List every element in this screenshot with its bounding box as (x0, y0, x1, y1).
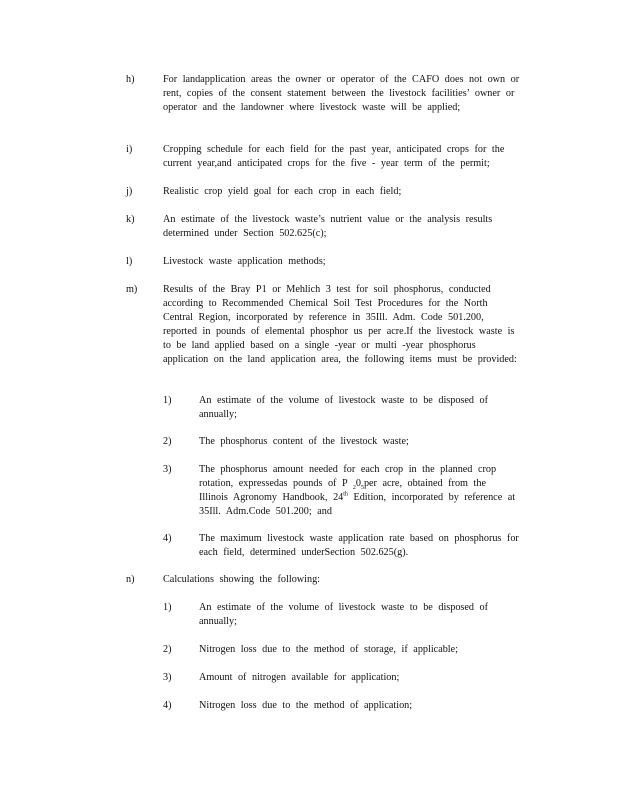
subitem-text-part: Edition, incorporated by reference at 35Ill. Adm.Code 501.200; and (199, 492, 516, 517)
m-subitem-1 (163, 394, 523, 422)
list-item-k (126, 213, 526, 241)
subscript: 2 (352, 485, 356, 492)
superscript: th (343, 491, 348, 498)
subitem-text-part: The phosphorus amount needed for each crop in the planned crop rotation, expressedas pounds of P (199, 464, 497, 489)
n-subitem-3 (163, 671, 523, 685)
list-item-h (126, 73, 526, 115)
item-text: Realistic crop yield goal for each crop in each field; (163, 186, 402, 197)
subitem-label: 3) (163, 672, 172, 683)
item-text: Livestock waste application methods; (163, 256, 326, 267)
subitem-text: Nitrogen loss due to the method of application; (199, 700, 413, 711)
subitem-label: 3) (163, 464, 172, 475)
list-item-n (126, 573, 526, 587)
subitem-text-part: 0 (355, 478, 361, 489)
subscript: 5 (360, 485, 364, 492)
n-subitem-4 (163, 699, 523, 713)
subitem-label: 4) (163, 700, 172, 711)
n-subitem-2 (163, 643, 523, 657)
item-text: Results of the Bray P1 or Mehlich 3 test for soil phosphorus, conducted according to Recommended Chemical Soil Test Procedures for the North Central Region, incorporated by reference in 35Ill. Adm. Code 501.200, reported in pounds of elemental phosphor us per acre.If the livestock waste is to be land applied based on a single -year or multi -year phosphorus application on the land application area, the following items must be provided: (163, 284, 517, 365)
subitem-label: 1) (163, 602, 172, 613)
item-label: h) (126, 74, 135, 85)
subitem-label: 2) (163, 644, 172, 655)
item-label: i) (126, 144, 133, 155)
list-item-i (126, 143, 526, 171)
subitem-text: The maximum livestock waste application rate based on phosphorus for each field, determined underSection 502.625(g). (199, 533, 519, 558)
item-label: l) (126, 256, 133, 267)
item-text: For landapplication areas the owner or operator of the CAFO does not own or rent, copies of the consent statement between the livestock facilities’ owner or operator and the landowner where livestock waste will be applied; (163, 74, 520, 113)
subitem-text: An estimate of the volume of livestock waste to be disposed of annually; (199, 602, 489, 627)
list-item-j (126, 185, 526, 199)
subitem-label: 2) (163, 436, 172, 447)
subitem-text-part: per acre, obtained from the Illinois Agronomy Handbook, 24 (199, 478, 486, 503)
n-subitem-1 (163, 601, 523, 629)
item-label: m) (126, 284, 138, 295)
item-label: n) (126, 574, 135, 585)
subitem-text: Nitrogen loss due to the method of storage, if applicable; (199, 644, 458, 655)
subitem-text (199, 463, 519, 519)
list-item-l (126, 255, 526, 269)
subitem-text: The phosphorus content of the livestock waste; (199, 436, 409, 447)
subitem-text: An estimate of the volume of livestock waste to be disposed of annually; (199, 395, 489, 420)
item-label: j) (126, 186, 133, 197)
subitem-label: 4) (163, 533, 172, 544)
item-label: k) (126, 214, 135, 225)
m-subitem-2 (163, 435, 523, 449)
item-text: An estimate of the livestock waste’s nutrient value or the analysis results determined under Section 502.625(c); (163, 214, 493, 239)
subitem-label: 1) (163, 395, 172, 406)
m-subitem-4 (163, 532, 523, 560)
list-item-m (126, 283, 526, 367)
item-text: Cropping schedule for each field for the past year, anticipated crops for the current year,and anticipated crops for the five - year term of the permit; (163, 144, 505, 169)
subitem-text: Amount of nitrogen available for application; (199, 672, 400, 683)
m-subitem-3 (163, 463, 523, 519)
item-text: Calculations showing the following: (163, 574, 320, 585)
